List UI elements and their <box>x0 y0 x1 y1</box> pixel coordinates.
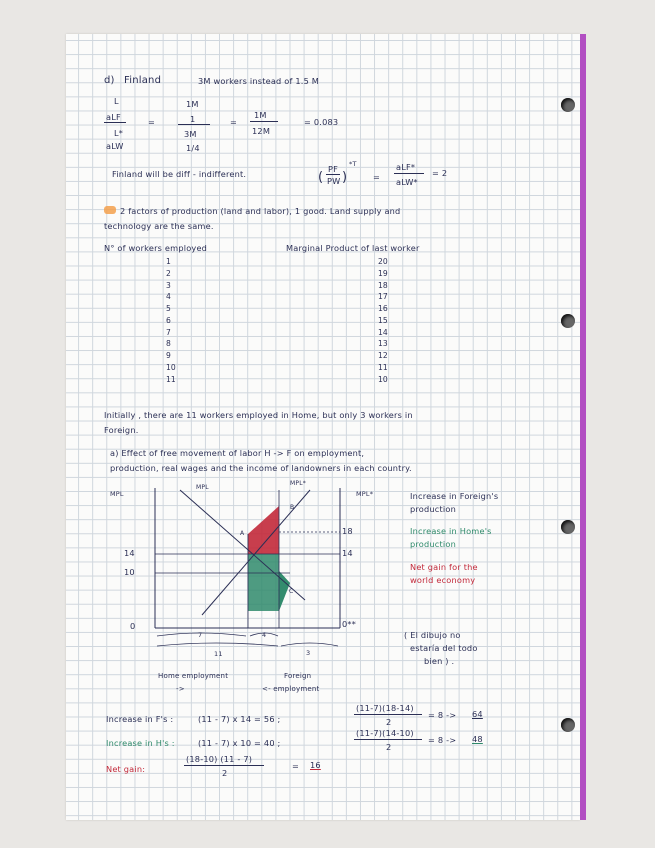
equals-sign: = <box>148 117 156 127</box>
fraction-bar <box>184 765 264 766</box>
calc-net-frac-top: (18-10) (11 - 7) <box>186 754 253 764</box>
frac2-a-bot: 1 <box>190 114 196 124</box>
paren-close: ) <box>342 170 348 185</box>
legend-foreign-1: Increase in Foreign's <box>410 491 499 501</box>
calc-foreign-frac-bot: 2 <box>386 717 392 727</box>
aside-note-1: ( El dibujo no <box>404 630 461 640</box>
brace-label-11: 11 <box>214 650 223 658</box>
calc-net-frac-bot: 2 <box>222 768 228 778</box>
worker-count: 6 <box>166 315 171 325</box>
conclusion-text: Finland will be diff - indifferent. <box>112 169 247 179</box>
calc-home-frac-bot: 2 <box>386 742 392 752</box>
worker-count: 7 <box>166 327 171 337</box>
calc-net-label: Net gain: <box>106 764 146 774</box>
frac1-den-bot: aLW <box>106 141 124 151</box>
frac2-a-top: 1M <box>186 99 199 109</box>
equals-sign: = <box>373 172 381 182</box>
rhs-value: = 2 <box>432 168 448 178</box>
foreign-employment-label: Foreign <box>284 672 312 680</box>
initial-line-2: Foreign. <box>104 425 139 435</box>
curve-label-mpl-star: MPL* <box>290 480 306 487</box>
curve-label-mpl: MPL <box>196 484 209 491</box>
marginal-product: 10 <box>378 374 388 384</box>
legend-home-2: production <box>410 539 456 549</box>
marginal-product: 20 <box>378 257 388 266</box>
marginal-product: 15 <box>378 315 388 325</box>
worker-count: 10 <box>166 362 176 372</box>
legend-foreign-2: production <box>410 504 456 514</box>
marginal-product: 19 <box>378 268 388 278</box>
worker-count: 2 <box>166 268 171 278</box>
frac1-den-top: L* <box>114 128 124 138</box>
part-a-line-2: production, real wages and the income of landowners in each country. <box>110 463 412 473</box>
ratio-bot: PW <box>327 176 341 186</box>
calc-home-frac-top: (11-7)(14-10) <box>356 728 414 738</box>
ratio-top: PF <box>328 164 339 174</box>
legend-net-2: world economy <box>410 575 476 585</box>
worker-count: 3 <box>166 280 171 290</box>
marginal-product: 18 <box>378 280 388 290</box>
frac2-b-top: 3M <box>184 129 197 139</box>
frac3-top: 1M <box>254 110 267 120</box>
home-employment-label: Home employment <box>158 672 229 680</box>
equals-sign: = <box>230 117 238 127</box>
brace-11 <box>157 643 278 646</box>
calc-foreign-res: = 8 -> <box>428 710 457 720</box>
calc-home-expr: (11 - 7) x 10 = 40 ; <box>198 738 281 748</box>
paren-open: ( <box>318 170 324 185</box>
part-d-heading: Finland <box>124 75 162 86</box>
brace-label-7: 7 <box>198 631 203 639</box>
calc-foreign-label: Increase in F's : <box>106 714 174 724</box>
worker-count: 8 <box>166 339 171 349</box>
part-d-label: d) <box>104 75 115 86</box>
aside-note-3: bien ) . <box>424 656 455 666</box>
brace-3 <box>281 643 338 646</box>
rhs-bot: aLW* <box>396 177 418 187</box>
part-a-line-1: a) Effect of free movement of labor H -> F on employment, <box>110 448 365 458</box>
calc-foreign-frac-top: (11-7)(18-14) <box>356 703 414 713</box>
calc-net-eq: = <box>292 761 300 771</box>
calc-home-res: = 8 -> <box>428 735 457 745</box>
marginal-product: 16 <box>378 304 388 313</box>
point-c: C <box>289 588 294 595</box>
net-gain-triangle-red <box>248 506 279 554</box>
marginal-product: 17 <box>378 292 388 302</box>
foreign-employment-arrow: <- employment <box>262 685 320 693</box>
right-tick-14: 14 <box>342 548 353 558</box>
right-tick-18: 18 <box>342 526 353 536</box>
point-a: A <box>240 530 245 537</box>
brace-label-3: 3 <box>306 649 311 657</box>
result-value: = 0.083 <box>304 117 339 127</box>
rhs-top: aLF* <box>396 162 416 172</box>
aside-note-2: estaría del todo <box>410 643 478 653</box>
legend-net-1: Net gain for the <box>410 562 478 572</box>
marginal-product: 13 <box>378 339 388 349</box>
problem-line-2: technology are the same. <box>104 221 214 231</box>
ratio-sup: *T <box>349 160 357 168</box>
marginal-product: 11 <box>378 362 388 372</box>
calc-home-label: Increase in H's : <box>106 738 175 748</box>
worker-count: 4 <box>166 292 171 302</box>
axis-mpl-right: MPL* <box>356 490 374 498</box>
arrow-right: -> <box>176 685 185 693</box>
axis-mpl-left: MPL <box>110 490 124 498</box>
frac1-num-bot: aLF <box>106 112 121 122</box>
y-tick-0: 0 <box>130 621 136 631</box>
y-tick-14: 14 <box>124 548 135 558</box>
worker-count: 1 <box>166 257 171 266</box>
fraction-bar <box>354 714 422 715</box>
brace-label-4: 4 <box>262 631 267 639</box>
fraction-bar <box>354 739 422 740</box>
frac1-num-top: L <box>114 96 119 106</box>
worker-count: 9 <box>166 351 171 360</box>
y-tick-10: 10 <box>124 567 135 577</box>
column-header-workers: N° of workers employed <box>104 243 208 253</box>
calc-foreign-total: 64 <box>472 709 483 719</box>
problem-line-1: 2 factors of production (land and labor), 1 good. Land supply and <box>120 206 401 216</box>
worker-count: 11 <box>166 374 176 384</box>
worker-count: 5 <box>166 304 171 313</box>
mpl-curve <box>180 490 305 600</box>
legend-home-1: Increase in Home's <box>410 526 492 536</box>
point-b: B <box>290 504 295 511</box>
marginal-product: 14 <box>378 327 388 337</box>
column-header-mpl: Marginal Product of last worker <box>286 243 420 253</box>
right-tick-0: 0** <box>342 619 356 629</box>
part-d-note: 3M workers instead of 1.5 M <box>198 76 320 86</box>
calc-home-total: 48 <box>472 734 483 744</box>
initial-line-1: Initially , there are 11 workers employed in Home, but only 3 workers in <box>104 410 413 420</box>
marginal-product: 12 <box>378 351 388 360</box>
frac3-bot: 12M <box>252 126 271 136</box>
calc-foreign-expr: (11 - 7) x 14 = 56 ; <box>198 714 281 724</box>
frac2-b-bot: 1/4 <box>186 143 200 153</box>
calc-net-total: 16 <box>310 760 321 770</box>
